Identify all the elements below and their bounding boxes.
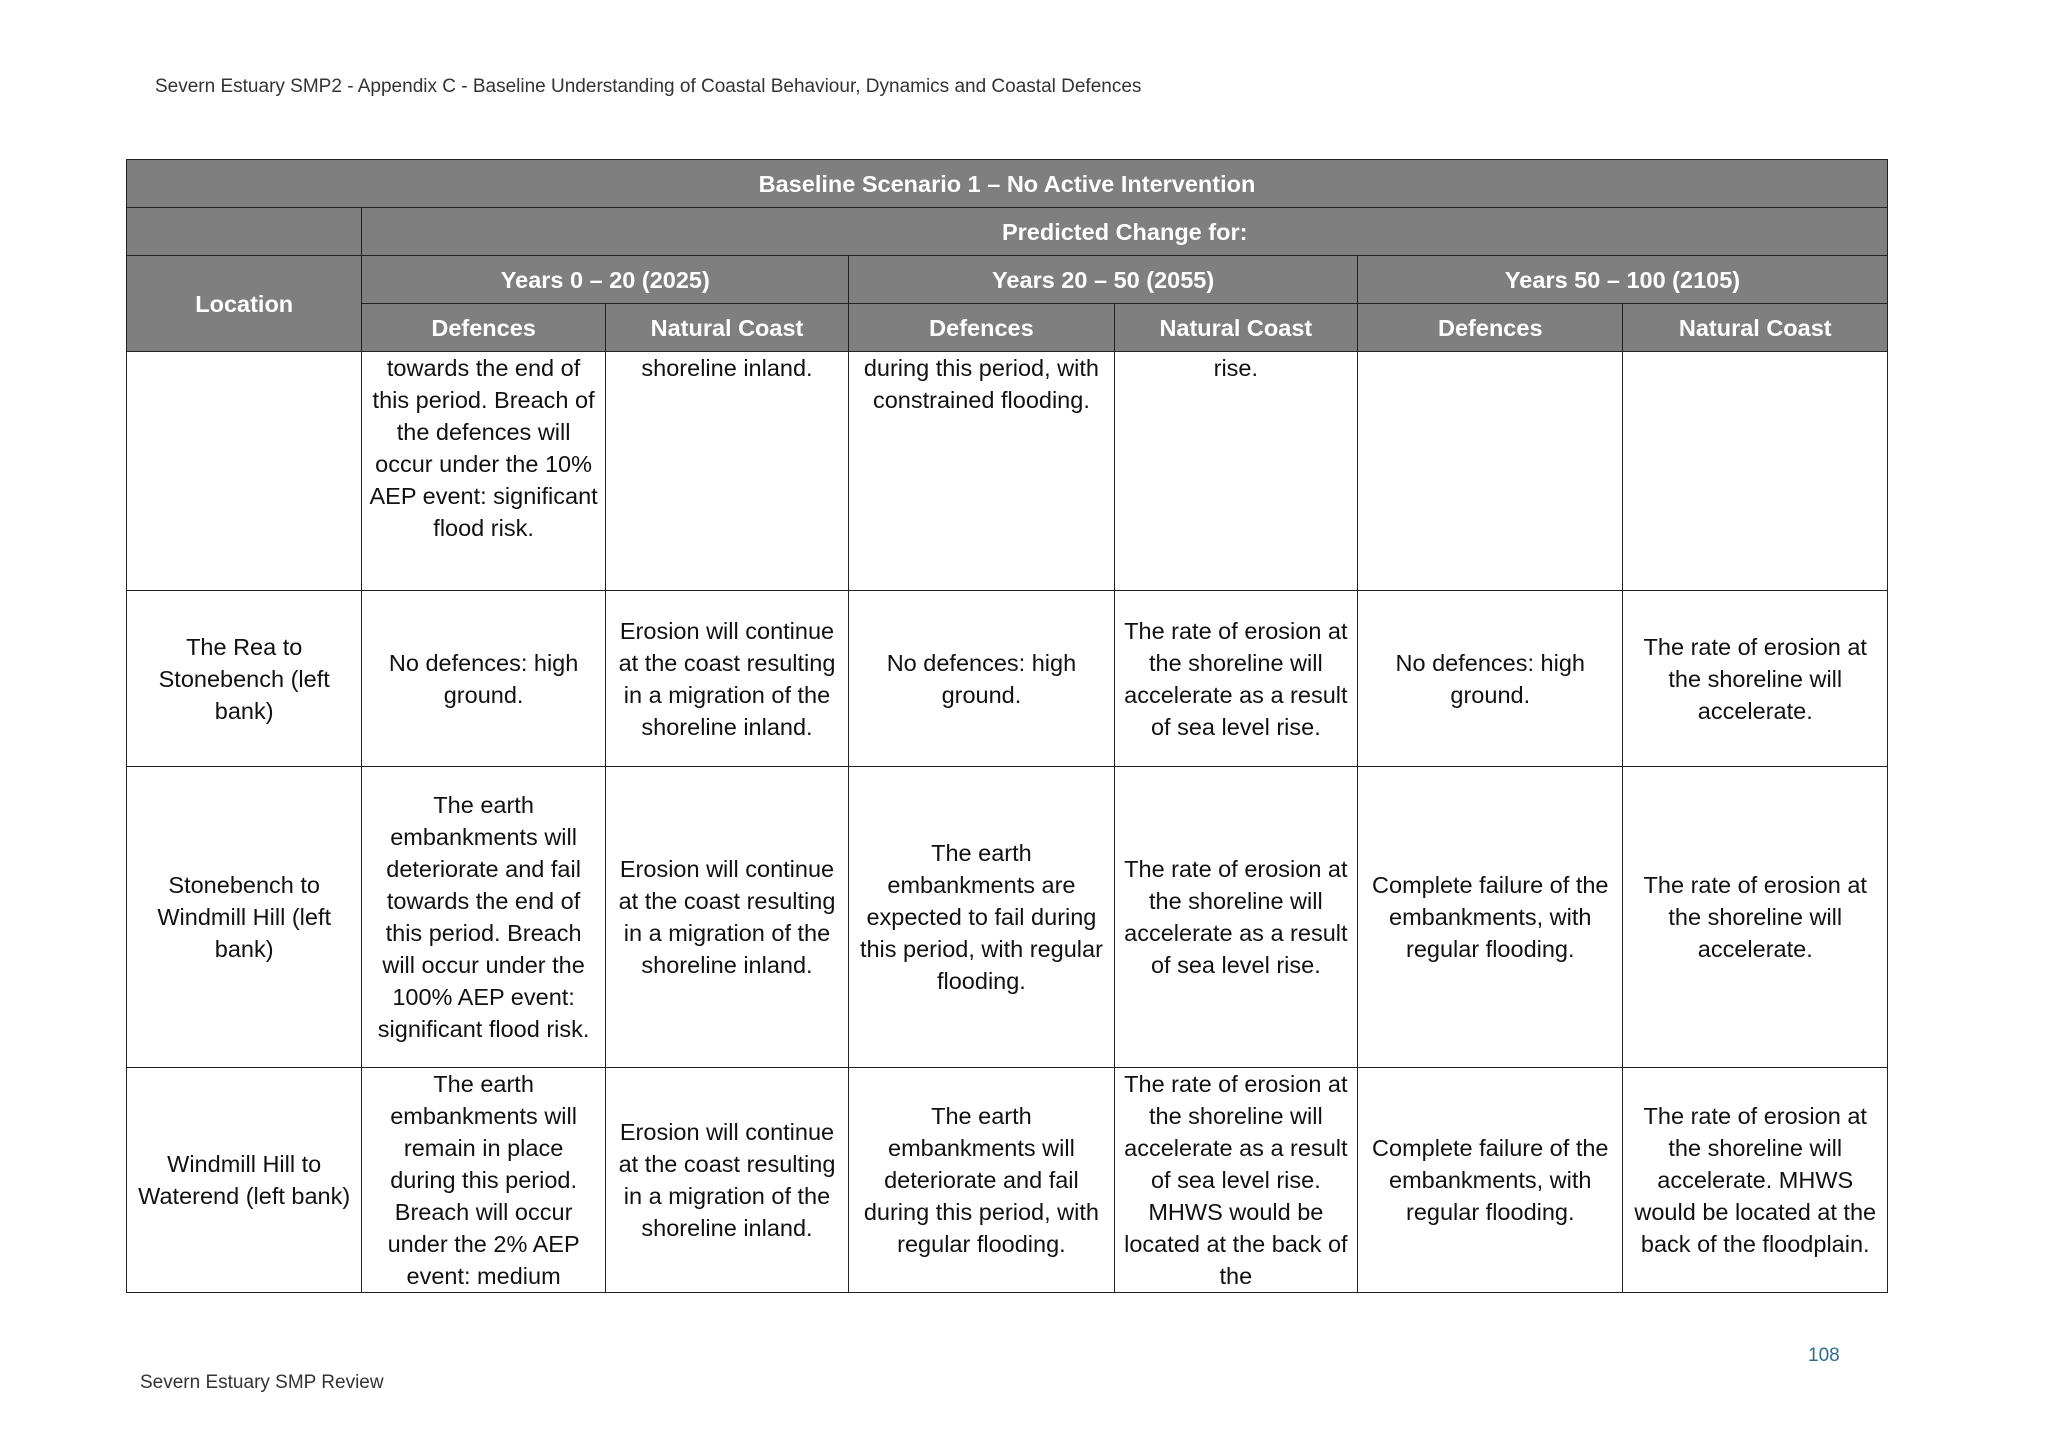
table-cell: Complete failure of the embankments, with regular flooding. (1358, 1068, 1623, 1293)
subheader-defences-2: Defences (849, 304, 1114, 352)
subheader-natural-coast-1: Natural Coast (605, 304, 848, 352)
subheader-natural-coast-3: Natural Coast (1623, 304, 1888, 352)
table-cell: The earth embankments will deteriorate and fail during this period, with regular flooding. (849, 1068, 1114, 1293)
table-cell (1358, 352, 1623, 591)
table-title: Baseline Scenario 1 – No Active Intervention (127, 160, 1888, 208)
table-cell: No defences: high ground. (1358, 591, 1623, 767)
baseline-scenario-table (126, 159, 1888, 1293)
table-cell: towards the end of this period. Breach of the defences will occur under the 10% AEP event: significant flood risk. (362, 352, 605, 591)
table-cell: shoreline inland. (605, 352, 848, 591)
table-cell: rise. (1114, 352, 1357, 591)
table-cell: Erosion will continue at the coast resulting in a migration of the shoreline inland. (605, 1068, 848, 1293)
location-cell: Windmill Hill to Waterend (left bank) (127, 1068, 362, 1293)
table-row (127, 767, 1888, 1068)
table-cell: Complete failure of the embankments, with regular flooding. (1358, 767, 1623, 1068)
table-cell: Erosion will continue at the coast resulting in a migration of the shoreline inland. (605, 767, 848, 1068)
subheader-defences-3: Defences (1358, 304, 1623, 352)
location-cell: Stonebench to Windmill Hill (left bank) (127, 767, 362, 1068)
table-row (127, 591, 1888, 767)
table-row (127, 352, 1888, 591)
location-cell (127, 352, 362, 591)
page-number: 108 (1808, 1345, 1840, 1366)
page-header: Severn Estuary SMP2 - Appendix C - Baseline Understanding of Coastal Behaviour, Dynamics and Coastal Defences (155, 76, 1142, 97)
epoch-header-1: Years 0 – 20 (2025) (362, 256, 849, 304)
table-cell: The rate of erosion at the shoreline will accelerate. (1623, 767, 1888, 1068)
table-cell: The rate of erosion at the shoreline will accelerate. (1623, 591, 1888, 767)
page-footer: Severn Estuary SMP Review (140, 1372, 384, 1393)
table-cell: The rate of erosion at the shoreline will accelerate. MHWS would be located at the back of the floodplain. (1623, 1068, 1888, 1293)
table-cell: The rate of erosion at the shoreline will accelerate as a result of sea level rise. MHWS would be located at the back of the (1114, 1068, 1357, 1293)
table-cell: The earth embankments are expected to fail during this period, with regular flooding. (849, 767, 1114, 1068)
header-spacer (127, 208, 362, 256)
table-cell: The earth embankments will remain in place during this period. Breach will occur under the 2% AEP event: medium (362, 1068, 605, 1293)
epoch-header-2: Years 20 – 50 (2055) (849, 256, 1358, 304)
epoch-header-3: Years 50 – 100 (2105) (1358, 256, 1888, 304)
table-cell: Erosion will continue at the coast resulting in a migration of the shoreline inland. (605, 591, 848, 767)
predicted-change-header: Predicted Change for: (362, 208, 1888, 256)
location-cell: The Rea to Stonebench (left bank) (127, 591, 362, 767)
table-cell: No defences: high ground. (849, 591, 1114, 767)
table-cell (1623, 352, 1888, 591)
table-cell: during this period, with constrained flooding. (849, 352, 1114, 591)
table-cell: The earth embankments will deteriorate and fail towards the end of this period. Breach will occur under the 100% AEP event: significant flood risk. (362, 767, 605, 1068)
table-cell: No defences: high ground. (362, 591, 605, 767)
location-header: Location (127, 256, 362, 352)
subheader-natural-coast-2: Natural Coast (1114, 304, 1357, 352)
subheader-defences-1: Defences (362, 304, 605, 352)
table-cell: The rate of erosion at the shoreline will accelerate as a result of sea level rise. (1114, 591, 1357, 767)
table-row (127, 1068, 1888, 1293)
table-cell: The rate of erosion at the shoreline will accelerate as a result of sea level rise. (1114, 767, 1357, 1068)
